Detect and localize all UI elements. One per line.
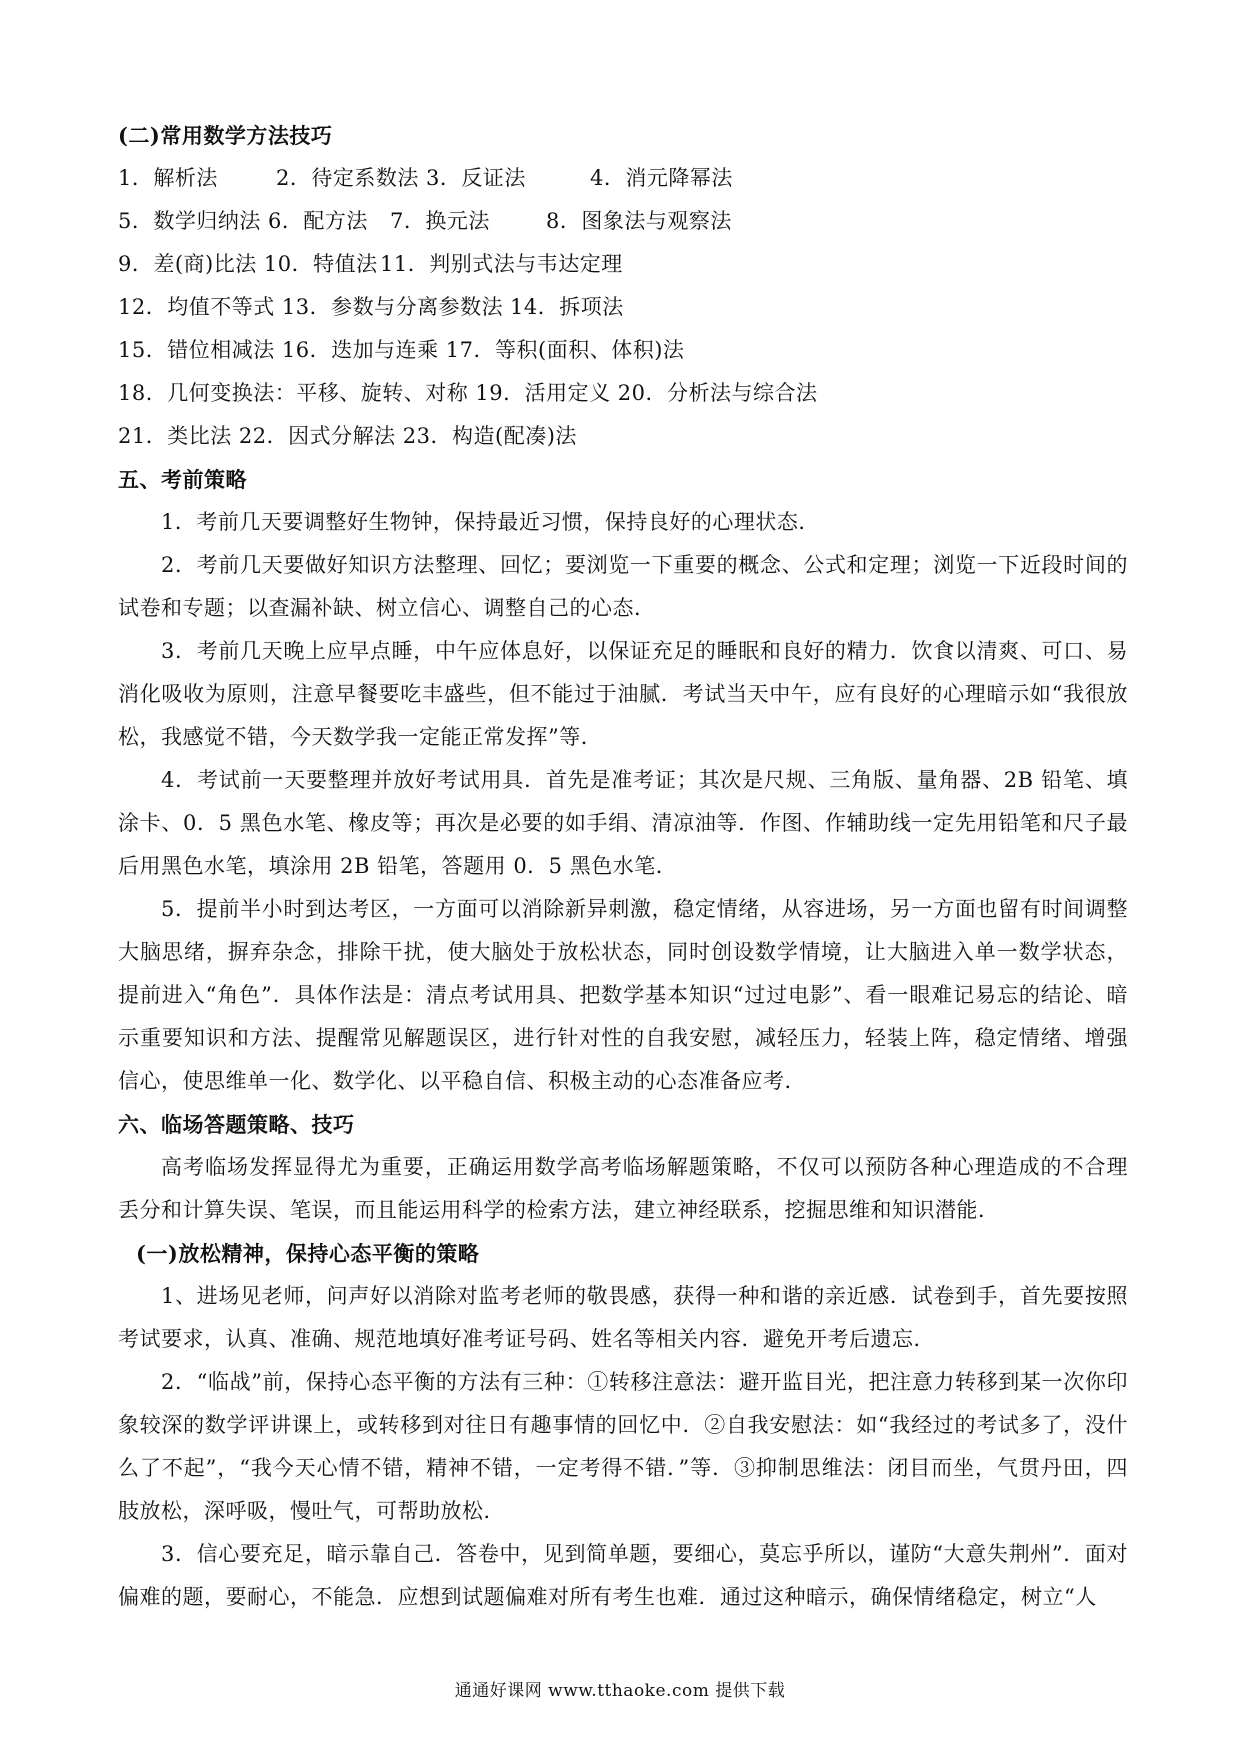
section6-sub-heading: (一)放松精神，保持心态平衡的策略 xyxy=(136,1241,480,1266)
section5-paragraph: 3．考前几天晚上应早点睡，中午应体息好，以保证充足的睡眠和良好的精力．饮食以清爽、可口、易消化吸收为原则，注意早餐要吃丰盛些，但不能过于油腻．考试当天中午，应有良好的心理暗示如“我很放松，我感觉不错，今天数学我一定能正常发挥”等． xyxy=(118,639,1128,749)
method-item: 12．均值不等式 13．参数与分离参数法 xyxy=(118,295,504,319)
section6-intro: 高考临场发挥显得尤为重要，正确运用数学高考临场解题策略，不仅可以预防各种心理造成的不合理丢分和计算失误、笔误，而且能运用科学的检索方法，建立神经联系，挖掘思维和知识潜能． xyxy=(118,1155,1128,1222)
method-item: 4．消元降幂法 xyxy=(590,166,733,190)
method-item: 11．判别式法与韦达定理 xyxy=(380,252,623,276)
methods-list xyxy=(118,157,1128,458)
section6-paragraph: 3．信心要充足，暗示靠自己．答卷中，见到简单题，要细心，莫忘乎所以，谨防“大意失荆州”．面对偏难的题，要耐心，不能急．应想到试题偏难对所有考生也难．通过这种暗示，确保情绪稳定，树立“人 xyxy=(118,1542,1128,1609)
document-page xyxy=(118,114,1128,1619)
section6-paragraph: 2．“临战”前，保持心态平衡的方法有三种：①转移注意法：避开监目光，把注意力转移到某一次你印象较深的数学评讲课上，或转移到对往日有趣事情的回忆中．②自我安慰法：如“我经过的考试多了，没什么了不起”，“我今天心情不错，精神不错，一定考得不错．”等．③抑制思维法：闭目而坐，气贯丹田，四肢放松，深呼吸，慢吐气，可帮助放松． xyxy=(118,1370,1128,1523)
section6-heading: 六、临场答题策略、技巧 xyxy=(118,1112,355,1137)
method-item: 7．换元法 xyxy=(390,209,490,233)
method-item: 21．类比法 22．因式分解法 23．构造(配凑)法 xyxy=(118,424,577,448)
section5-paragraph: 5．提前半小时到达考区，一方面可以消除新异刺激，稳定情绪，从容进场，另一方面也留有时间调整大脑思绪，摒弃杂念，排除干扰，使大脑处于放松状态，同时创设数学情境，让大脑进入单一数学状态，提前进入“角色”．具体作法是：清点考试用具、把数学基本知识“过过电影”、看一眼难记易忘的结论、暗示重要知识和方法、提醒常见解题误区，进行针对性的自我安慰，减轻压力，轻装上阵，稳定情绪、增强信心，使思维单一化、数学化、以平稳自信、积极主动的心态准备应考． xyxy=(118,897,1128,1093)
methods-row-7 xyxy=(118,415,1128,458)
methods-row-2 xyxy=(118,200,1128,243)
section5-paragraph: 2．考前几天要做好知识方法整理、回忆；要浏览一下重要的概念、公式和定理；浏览一下近段时间的试卷和专题；以查漏补缺、树立信心、调整自己的心态． xyxy=(118,553,1128,620)
method-item: 9．差(商)比法 10．特值法 xyxy=(118,252,378,276)
method-item: 3．反证法 xyxy=(426,166,526,190)
method-item: 2．待定系数法 xyxy=(276,166,419,190)
section6-paragraph: 1、进场见老师，问声好以消除对监考老师的敬畏感，获得一种和谐的亲近感．试卷到手，首先要按照考试要求，认真、准确、规范地填好准考证号码、姓名等相关内容．避免开考后遗忘． xyxy=(118,1284,1128,1351)
section5-paragraph: 1．考前几天要调整好生物钟，保持最近习惯，保持良好的心理状态． xyxy=(161,510,820,534)
methods-row-4 xyxy=(118,286,1128,329)
method-item: 1．解析法 xyxy=(118,166,218,190)
methods-row-6 xyxy=(118,372,1128,415)
methods-row-3 xyxy=(118,243,1128,286)
method-item: 15．错位相减法 16．迭加与连乘 17．等积(面积、体积)法 xyxy=(118,338,685,362)
method-item: 18．几何变换法：平移、旋转、对称 19．活用定义 20．分析法与综合法 xyxy=(118,381,818,405)
section5-heading: 五、考前策略 xyxy=(118,467,247,492)
method-item: 8．图象法与观察法 xyxy=(546,209,732,233)
methods-heading: (二)常用数学方法技巧 xyxy=(118,123,333,148)
method-item: 5．数学归纳法 6．配方法 xyxy=(118,209,368,233)
methods-row-1 xyxy=(118,157,1128,200)
methods-row-5 xyxy=(118,329,1128,372)
section5-paragraph: 4．考试前一天要整理并放好考试用具．首先是准考证；其次是尺规、三角版、量角器、2B 铅笔、填涂卡、0．5 黑色水笔、橡皮等；再次是必要的如手绢、清凉油等．作图、作辅助线一定先用铅笔和尺子最后用黑色水笔，填涂用 2B 铅笔，答题用 0．5 黑色水笔． xyxy=(118,768,1128,878)
method-item: 14．拆项法 xyxy=(510,295,624,319)
page-footer: 通通好课网 www.tthaoke.com 提供下载 xyxy=(454,1681,786,1701)
